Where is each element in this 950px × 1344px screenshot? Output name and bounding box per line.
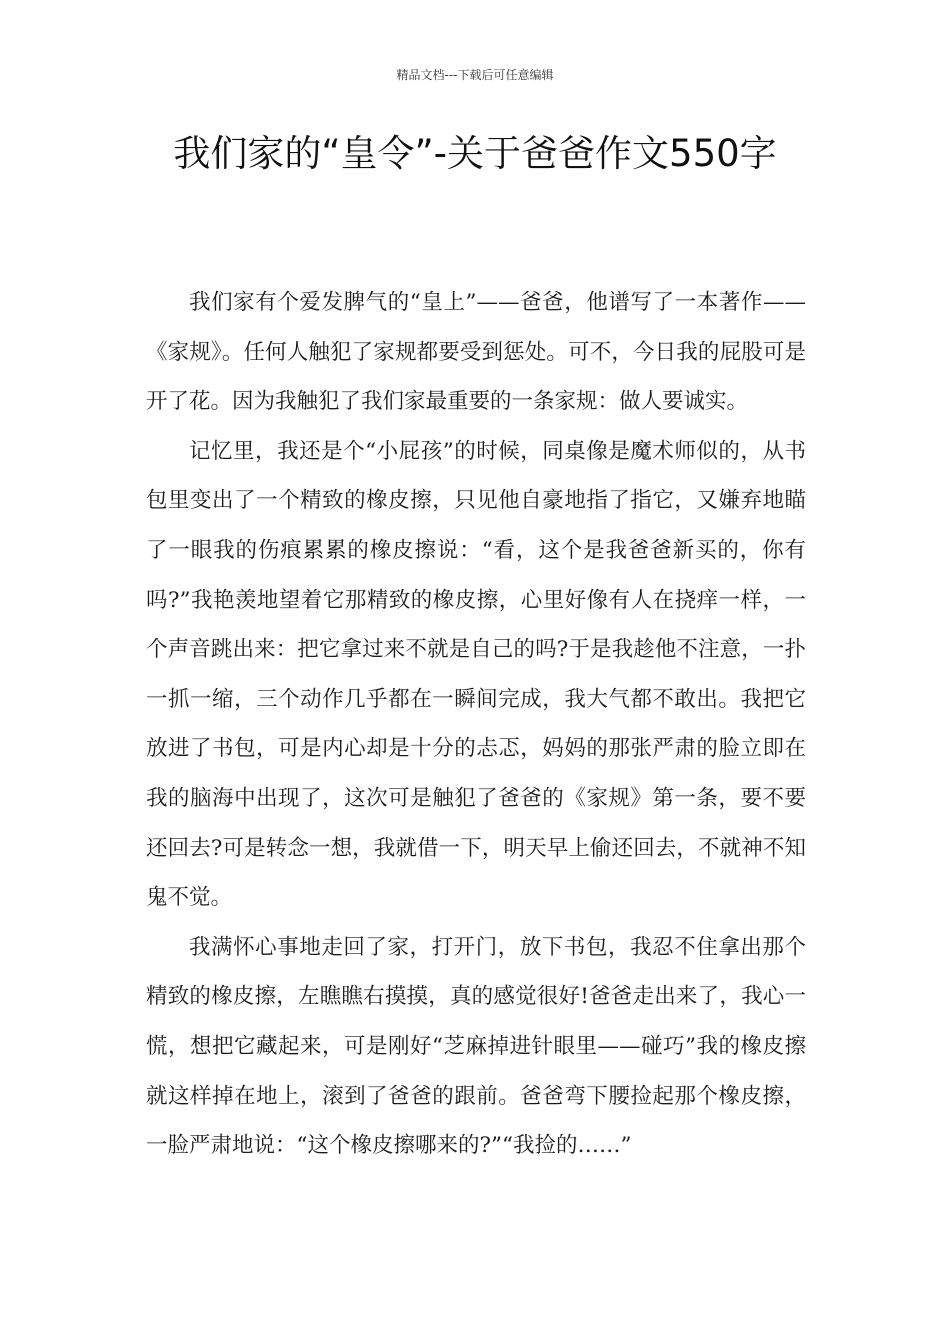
paragraph: 我满怀心事地走回了家，打开门，放下书包，我忍不住拿出那个精致的橡皮擦，左瞧瞧右摸摸，真的感觉很好!爸爸走出来了，我心一慌，想把它藏起来，可是刚好“芝麻掉进针眼里——碰巧”我的橡皮擦就这样掉在地上，滚到了爸爸的跟前。爸爸弯下腰捡起那个橡皮擦，一脸严肃地说：“这个橡皮擦哪来的?”“我捡的……” — [146, 934, 806, 1159]
paragraph: 记忆里，我还是个“小屁孩”的时候，同桌像是魔术师似的，从书包里变出了一个精致的橡皮擦，只见他自豪地指了指它，又嫌弃地瞄了一眼我的伤痕累累的橡皮擦说：“看，这个是我爸爸新买的，你有吗?”我艳羡地望着它那精致的橡皮擦，心里好像有人在挠痒一样，一个声音跳出来：把它拿过来不就是自己的吗?于是我趁他不注意，一扑一抓一缩，三个动作几乎都在一瞬间完成，我大气都不敢出。我把它放进了书包，可是内心却是十分的忐忑，妈妈的那张严肃的脸立即在我的脑海中出现了，这次可是触犯了爸爸的《家规》第一条，要不要还回去?可是转念一想，我就借一下，明天早上偷还回去，不就神不知鬼不觉。 — [146, 438, 806, 911]
page-header: 精品文档---下载后可任意编辑 — [396, 68, 554, 82]
document-body — [146, 278, 806, 1171]
document-title: 我们家的“皇令”-关于爸爸作文550字 — [173, 132, 777, 175]
paragraph: 我们家有个爱发脾气的“皇上”——爸爸，他谱写了一本著作——《家规》。任何人触犯了家规都要受到惩处。可不，今日我的屁股可是开了花。因为我触犯了我们家最重要的一条家规：做人要诚实。 — [146, 290, 806, 415]
